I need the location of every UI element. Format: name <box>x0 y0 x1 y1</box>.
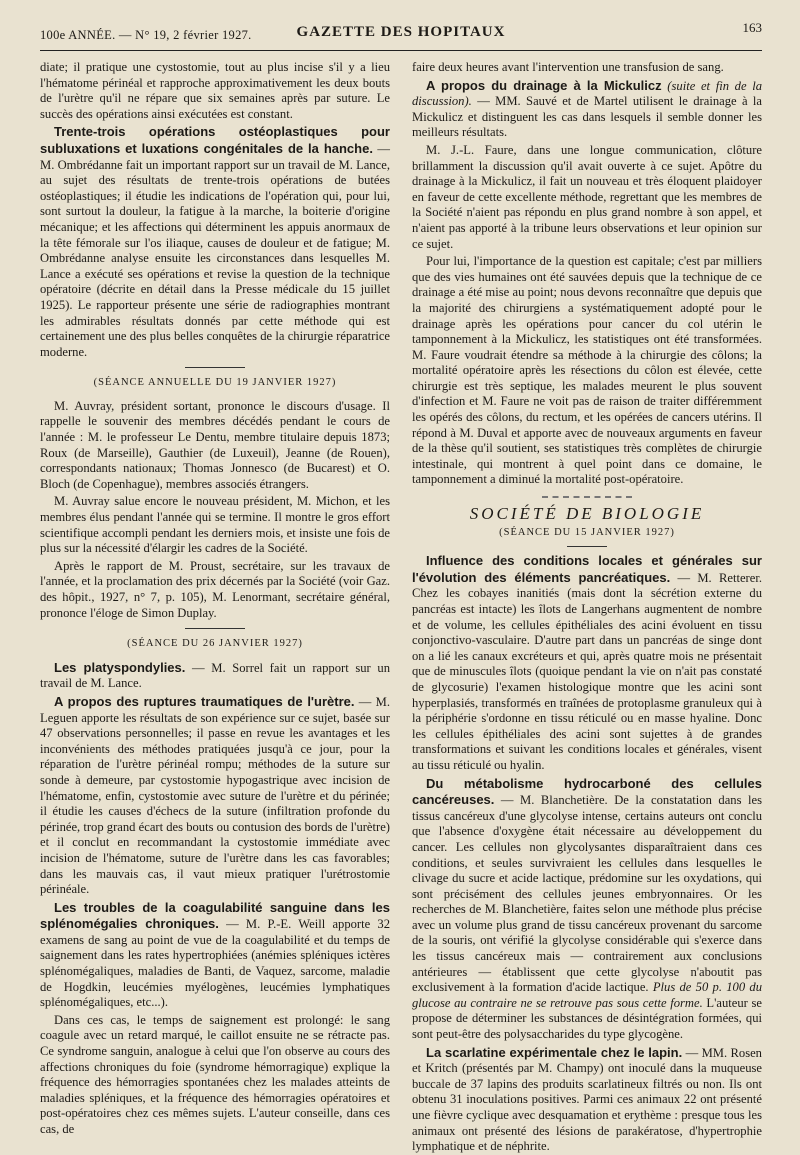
paragraph: Pour lui, l'importance de la question est capitale; c'est par milliers que des vies humaines ont été sauvées depuis que la technique de ce drainage a été mise au point; nous devons reconnaître que depuis que la majorité des chirurgiens a systématiquement adopté pour le drainage après les opérations pour cancer du col utérin le tamponnement à la Mickulicz, les statistiques ont été transformées. M. Faure voudrait étendre sa méthode à la chirurgie des côlons; la mortalité opératoire après les résections du côlon est élevée, cette chirurgie est très septique, les malades meurent le plus souvent d'infection et M. Faure ne voit pas de raison de traiter différemment les opérés des côlons, du rectum, et les opérées de cancers utérins. Il répond à M. Duval et apporte avec de nouveaux arguments en faveur de la thèse qu'il soutient, ses statistiques très complètes de chirurgie intestinale, qui montrent à quel point dans ce domaine, le tamponnement a diminué la mortalité post-opératoire. <box>412 254 762 487</box>
article-text: — M. Leguen apporte les résultats de son expérience sur ce sujet, basée sur 47 observations personnelles; il passe en revue les avantages et les inconvénients des méthodes pratiquées jusqu'à ce jour, pour la réparation de l'urètre périnéal rompu; méthodes de la suture sur sonde à demeure, par cystostomie hypogastrique avec incision de l'hématome, enfin, cystostomie avec suture de l'urètre et du périnée; il étudie les causes d'échecs de la suture (infiltration profonde du périnée, trop grand écart des bouts ou contusion des bords de l'urètre) et il conclut en recommandant la cystostomie immédiate avec incision de l'hématome, suture de l'urètre dans les cas favorables; dans les mauvais cas, il vaut mieux pratiquer l'urétrostomie périnéale. <box>40 694 390 897</box>
separator <box>185 367 245 368</box>
article-text: L'auteur se propose de déterminer les substances de désintégration formées, qui sont peut-être des polysaccharides du type glycogène. <box>412 995 762 1042</box>
article-text: — M. Sorrel fait un rapport sur un travail de M. Lance. <box>40 660 390 691</box>
article-title: A propos du drainage à la Mickulicz <box>426 77 662 93</box>
right-column <box>412 60 762 1154</box>
separator <box>185 628 245 629</box>
separator <box>567 546 607 547</box>
issue-line: 100e ANNÉE. — N° 19, 2 février 1927. <box>40 28 252 42</box>
text-columns <box>40 60 762 1154</box>
page-header <box>40 20 762 46</box>
article-title: Trente-trois opérations ostéoplastiques pour subluxations et luxations congénitales de la hanche. <box>40 124 390 156</box>
paragraph <box>40 694 390 898</box>
paragraph: M. Auvray salue encore le nouveau président, M. Michon, et les membres élus pendant l'année qui se termine. Il montre le gros effort scientifique accompli pendant les derniers mois, et insiste une fois de plus sur la nécessité d'élargir les cadres de la Société. <box>40 494 390 556</box>
paragraph <box>40 660 390 692</box>
article-text: — M. Retterer. Chez les cobayes inanitiés (mais dont la sécrétion externe du pancréas est intacte) les îlots de Langerhans augmentent de nombre et de volume, les cellules épithéliales des acini évoluent en tissu conjonctivo-vasculaire. D'autre part dans un pancréas de singe dont on a lié les canaux excréteurs et qui, après quatre mois ne présentait que de minuscules îlots (quoique pendant la vie on n'ait pas constaté de glycosurie) l'examen histologique montre que les acini sont hyperplasiés, transformés en traînées de protoplasme granuleux qui à la périphérie s'ordonne en tissu réticulé ou en masse hyaline. Donc les cellules épithéliales des acini sont sujettes à de grandes transformations et suivant les conditions locales et générales, visent au tissu réticulé ou hyalin. <box>412 570 762 772</box>
paragraph <box>412 1045 762 1155</box>
session-heading: (SÉANCE ANNUELLE DU 19 JANVIER 1927) <box>93 377 337 389</box>
article-text: — M. Blanchetière. De la constatation dans les tissus cancéreux d'une glycolyse intense, certains auteurs ont conclu que l'absence d'oxygène était nécessaire au développement du cancer. Les cellules non glycolysantes disparaîtraient dans ces conditions, et seules survivraient les cellules dans lesquelles le clivage du sucre et acide lactique, prédomine sur les oxydations, qui sont précisément des cellules jeunes embryonnaires. Or les recherches de M. Blanchetière, faites selon une méthode plus précise avec un volume plus grand de tissu cancéreux provenant du sarcome de la souris, ont vérifié la glycolyse considérable qui s'exerce dans les tissus cancéreux mais — contrairement aux conclusions antérieures — établissent que cette glycolyse n'aboutit pas exclusivement à la formation d'acide lactique. <box>412 793 762 995</box>
paragraph: M. Auvray, président sortant, prononce le discours d'usage. Il rappelle le souvenir des membres décédés pendant le cours de l'année : M. le professeur Le Dentu, membre titulaire depuis 1873; Roux (de Marseille), Gauthier (de Luxeuil), Jeanne (de Rouen), correspondants nationaux; Thomas Jonnesco (de Bucarest) et O. Bloch (de Copenhague), membres associés étrangers. <box>40 398 390 491</box>
paragraph: Après le rapport de M. Proust, secrétaire, sur les travaux de l'année, et la proclamation des prix décernés par la Société (voir Gaz. des hôpit., 1927, n° 7, p. 105), M. Lenormant, secrétaire général, prononce l'éloge de Simon Duplay. <box>40 558 390 620</box>
page-number: 163 <box>742 20 762 35</box>
paragraph <box>40 124 390 360</box>
paragraph <box>412 78 762 141</box>
session-heading: (SÉANCE DU 26 JANVIER 1927) <box>127 638 303 650</box>
article-italic: Plus de 50 p. 100 du glucose au contraire ne se retrouve pas sous cette forme. <box>412 980 762 1010</box>
article-title: La scarlatine expérimentale chez le lapin. <box>426 1044 683 1060</box>
article-title: Les troubles de la coagulabilité sanguine dans les splénomégalies chroniques. <box>40 899 390 932</box>
article-text: — M. Ombrédanne fait un important rapport sur un travail de M. Lance, au sujet des résultats de trente-trois opérations de butées ostéoplastiques; il étudie les indications de l'opération qui, pour lui, sont surtout la douleur, la fatigue à la marche, la boiterie d'origine mécanique; et les affections qui déterminent les appuis anormaux de la tête fémorale sur l'os iliaque, causes de douleur et de fatigue; M. Ombrédanne analyse ensuite les circonstances dans lesquelles M. Lance a exécuté ses opérations et revise la question de la technique opératoire (décrite en détail dans la Presse médicale du 15 juillet 1925). Le rapporteur présente une série de radiographies montrant les admirables résultats donnés par cette méthode qui est certainement une des plus belles conquêtes de la chirurgie réparatrice moderne. <box>40 141 391 359</box>
paragraph: M. J.-L. Faure, dans une longue communication, clôture brillamment la discussion qu'il avait ouverte à ce sujet. Apôtre du drainage à la Mickulicz, il fait un nouveau et très éloquent plaidoyer en faveur de cette excellente méthode, regrettant que les membres de la Société n'aient pas répondu en plus grand nombre à son appel, et n'aient pas apporté à la tribune leurs observations et leur opinion sur ce sujet. <box>412 142 762 251</box>
article-text: — M. P.-E. Weill apporte 32 examens de sang au point de vue de la coagulabilité et du temps de saignement dans les rates hypertrophiées (anémies spléniques ictères splénomégaliques, maladies de Banti, de Vaquez, sarcome, maladie de Hogdkin, leucémies myélogènes, leucémies lymphatiques splénomégaliques, etc...). <box>40 917 391 1010</box>
separator <box>542 496 632 498</box>
paragraph: faire deux heures avant l'intervention une transfusion de sang. <box>412 60 724 74</box>
session-heading: (SÉANCE DU 15 JANVIER 1927) <box>499 526 675 538</box>
journal-title: GAZETTE DES HOPITAUX <box>296 24 506 40</box>
paragraph: Dans ces cas, le temps de saignement est prolongé: le sang coagule avec un retard marqué, le caillot ensuite ne se rétracte pas. Ce syndrome sanguin, analogue à celui que l'on observe au cours des affections chroniques du foie (syndrome hémorragique) explique la fréquence des hémorragies spontanées chez les malades atteints de maladies spléniques, et la fréquence des hémorragies opératoires et post-opératoires chez ces mêmes sujets. L'auteur conseille, dans ces cas, de <box>40 1012 390 1136</box>
header-rule <box>40 50 762 51</box>
left-column <box>40 60 391 1136</box>
article-text: — MM. Sauvé et de Martel utilisent le drainage à la Mickulicz et distinguent les cas dans lesquels il semble donner les meilleurs résultats. <box>412 94 762 140</box>
paragraph <box>412 553 762 773</box>
article-title: Les platyspondylies. <box>54 659 186 675</box>
paragraph <box>412 776 762 1043</box>
article-note: (suite et fin de la discussion). <box>412 78 762 109</box>
article-title: A propos des ruptures traumatiques de l'urètre. <box>54 693 355 709</box>
paragraph <box>40 900 390 1011</box>
article-title: Du métabolisme hydrocarboné des cellules cancéreuses. <box>412 775 762 808</box>
article-title: Influence des conditions locales et générales sur l'évolution des éléments pancréatiques. <box>412 553 762 585</box>
paragraph: diate; il pratique une cystostomie, tout au plus incise s'il y a lieu l'hématome périnéal et rapproche approximativement les deux bouts de l'urètre qu'il ne répare que six semaines après par suture. Le succès des opérations ainsi exécutées est constant. <box>40 60 390 121</box>
article-text: — MM. Rosen et Kritch (présentés par M. Champy) ont inoculé dans la muqueuse buccale de 37 lapins des produits scarlatineux filtrés ou non. Ils ont obtenu 31 inoculations positives. Parmi ces animaux 22 ont présenté une fièvre cyclique avec desquamation et erythème : presque tous les animaux ont présenté des lésions de parakératose, d'hypertrophie lymphatique et de néphrite. <box>412 1045 762 1154</box>
society-title: SOCIÉTÉ DE BIOLOGIE <box>469 504 705 524</box>
